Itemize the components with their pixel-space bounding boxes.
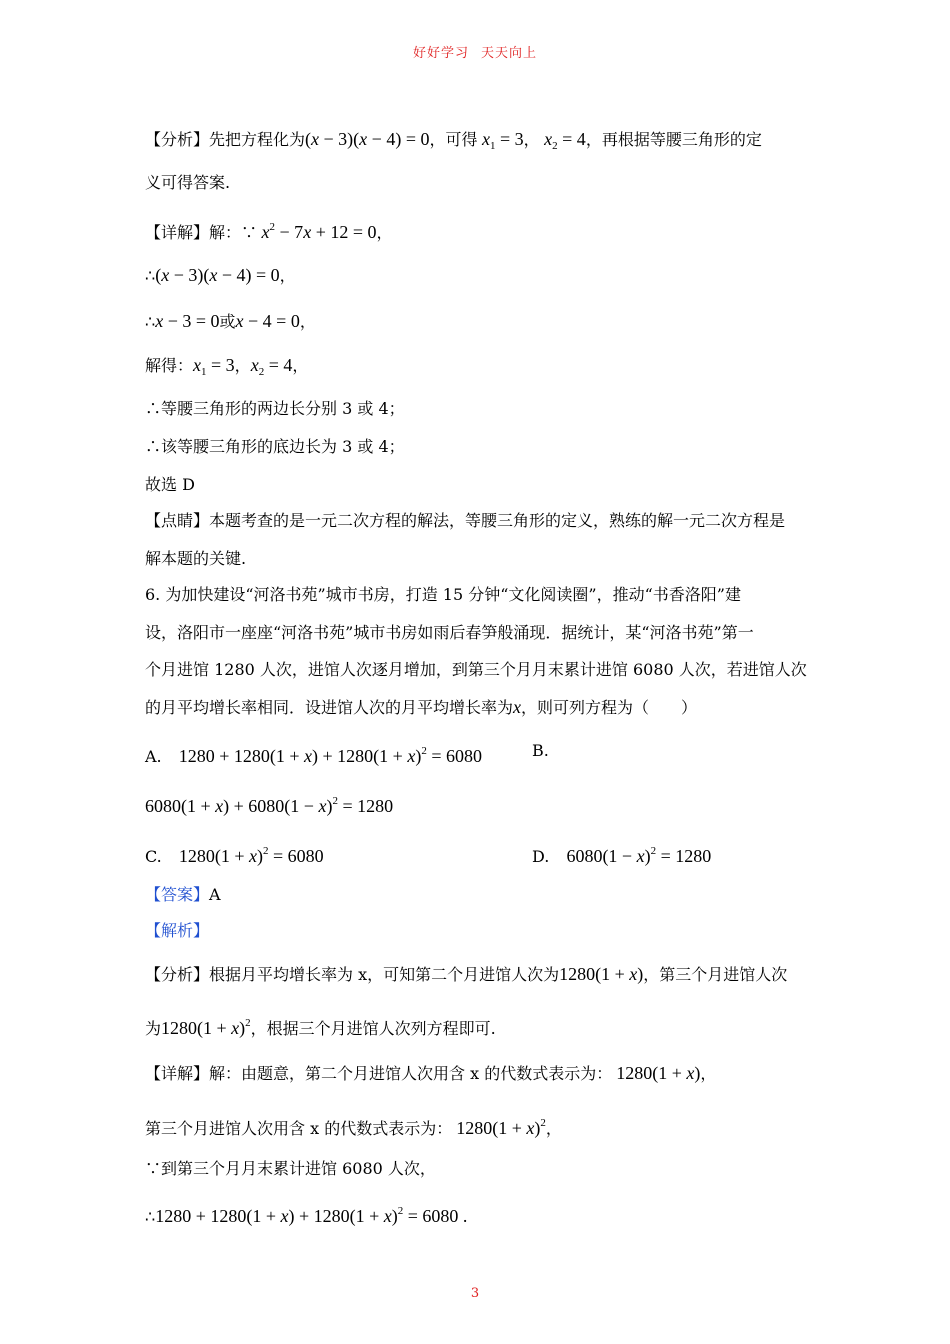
detail2-tag: 【详解】 [145, 1064, 210, 1083]
answer-tag: 【答案】 [145, 885, 210, 904]
equation-quadratic: $x^2 - 7x + 12 = 0$ [261, 221, 377, 242]
question6-line-4: 的月平均增长率相同．设进馆人次的月平均增长率为x，则可列方程为（ ） [145, 697, 698, 717]
detail-line-3: ∴x − 3 = 0或x − 4 = 0， [145, 311, 316, 331]
analysis2-line-1: 【分析】根据月平均增长率为 x，可知第二个月进馆人次为1280(1 + x)，第三个月进馆人次 [145, 964, 788, 984]
detail2-line-2: 第三个月进馆人次用含 x 的代数式表示为： $1280(1 + x)^2$， [145, 1117, 562, 1138]
question6-line-3: 个月进馆 1280 人次，进馆人次逐月增加，到第三个月月末累计进馆 6080 人次，若进馆人次 [145, 660, 807, 679]
detail2-line-4: ∴1280 + $1280(1 + x) + 1280(1 + x)^2 = 6080$ . [145, 1205, 468, 1226]
question6-line-2: 设，洛阳市一座座“河洛书苑”城市书房如雨后春笋般涌现．据统计，某“河洛书苑”第一 [145, 623, 754, 642]
page-header [0, 42, 950, 61]
option-a-label: A. [145, 747, 162, 766]
option-b[interactable] [532, 740, 549, 762]
analysis2-tag: 【分析】 [145, 965, 210, 984]
detail-line-8: 故选 D [145, 475, 195, 494]
option-b-label: B. [532, 741, 549, 760]
header-left: 好好学习 [412, 46, 469, 61]
answer-line [145, 884, 221, 906]
analysis-line-1: 【分析】先把方程化为(x − 3)(x − 4) = 0，可得 $x_1 = 3$， $x_2 = 4$，再根据等腰三角形的定 [145, 129, 762, 152]
option-d-equation: $6080(1 - x)^2 = 1280$ [566, 845, 712, 866]
option-c-equation: $1280(1 + x)^2 = 6080$ [178, 845, 324, 866]
detail2-line-1: 【详解】解：由题意，第二个月进馆人次用含 x 的代数式表示为： 1280(1 + x)， [145, 1063, 717, 1083]
option-a[interactable] [145, 740, 482, 768]
detail-line-7: ∴该等腰三角形的底边长为 3 或 4； [145, 437, 405, 456]
option-c-label: C. [145, 847, 162, 866]
header-right: 天天向上 [481, 46, 538, 61]
option-d-label: D. [532, 847, 550, 866]
analysis-tag: 【分析】 [145, 130, 210, 149]
option-d[interactable] [532, 840, 711, 868]
detail-line-1: 【详解】解：∵ $x^2 - 7x + 12 = 0$， [145, 221, 393, 242]
final-equation: $1280 + 1280(1 + x) + 1280(1 + x)^2 = 6080$ . [155, 1205, 468, 1226]
detail-line-6: ∴等腰三角形的两边长分别 3 或 4； [145, 399, 405, 418]
answer-value: A [209, 885, 221, 904]
analysis-line-2: 义可得答案. [145, 173, 231, 192]
option-b-equation: $6080(1 + x) + 6080(1 - x)^2 = 1280$ [145, 795, 394, 816]
question6-line-1: 6. 为加快建设“河洛书苑”城市书房，打造 15 分钟“文化阅读圈”，推动“书香洛阳”建 [145, 585, 741, 604]
detail-line-2: ∴(x − 3)(x − 4) = 0， [145, 265, 296, 285]
comment-tag: 【点睛】 [145, 511, 210, 530]
explain-tag: 【解析】 [145, 921, 210, 940]
comment-line-1: 【点睛】本题考查的是一元二次方程的解法，等腰三角形的定义，熟练的解一元二次方程是 [145, 511, 786, 530]
detail2-line-3: ∵到第三个月月末累计进馆 6080 人次， [145, 1159, 436, 1178]
detail-tag: 【详解】 [145, 223, 210, 242]
equation-factored: (x − 3)(x − 4) = 0 [305, 129, 430, 149]
analysis2-line-2: 为$1280(1 + x)^2$，根据三个月进馆人次列方程即可. [145, 1017, 496, 1038]
page-number: 3 [470, 1286, 480, 1301]
option-a-equation: $1280 + 1280(1 + x) + 1280(1 + x)^2 = 6080$ [178, 745, 482, 766]
detail-line-4: 解得：$x_1 = 3$，$x_2 = 4$， [145, 355, 309, 378]
option-c[interactable] [145, 840, 324, 868]
comment-line-2: 解本题的关键. [145, 549, 247, 568]
